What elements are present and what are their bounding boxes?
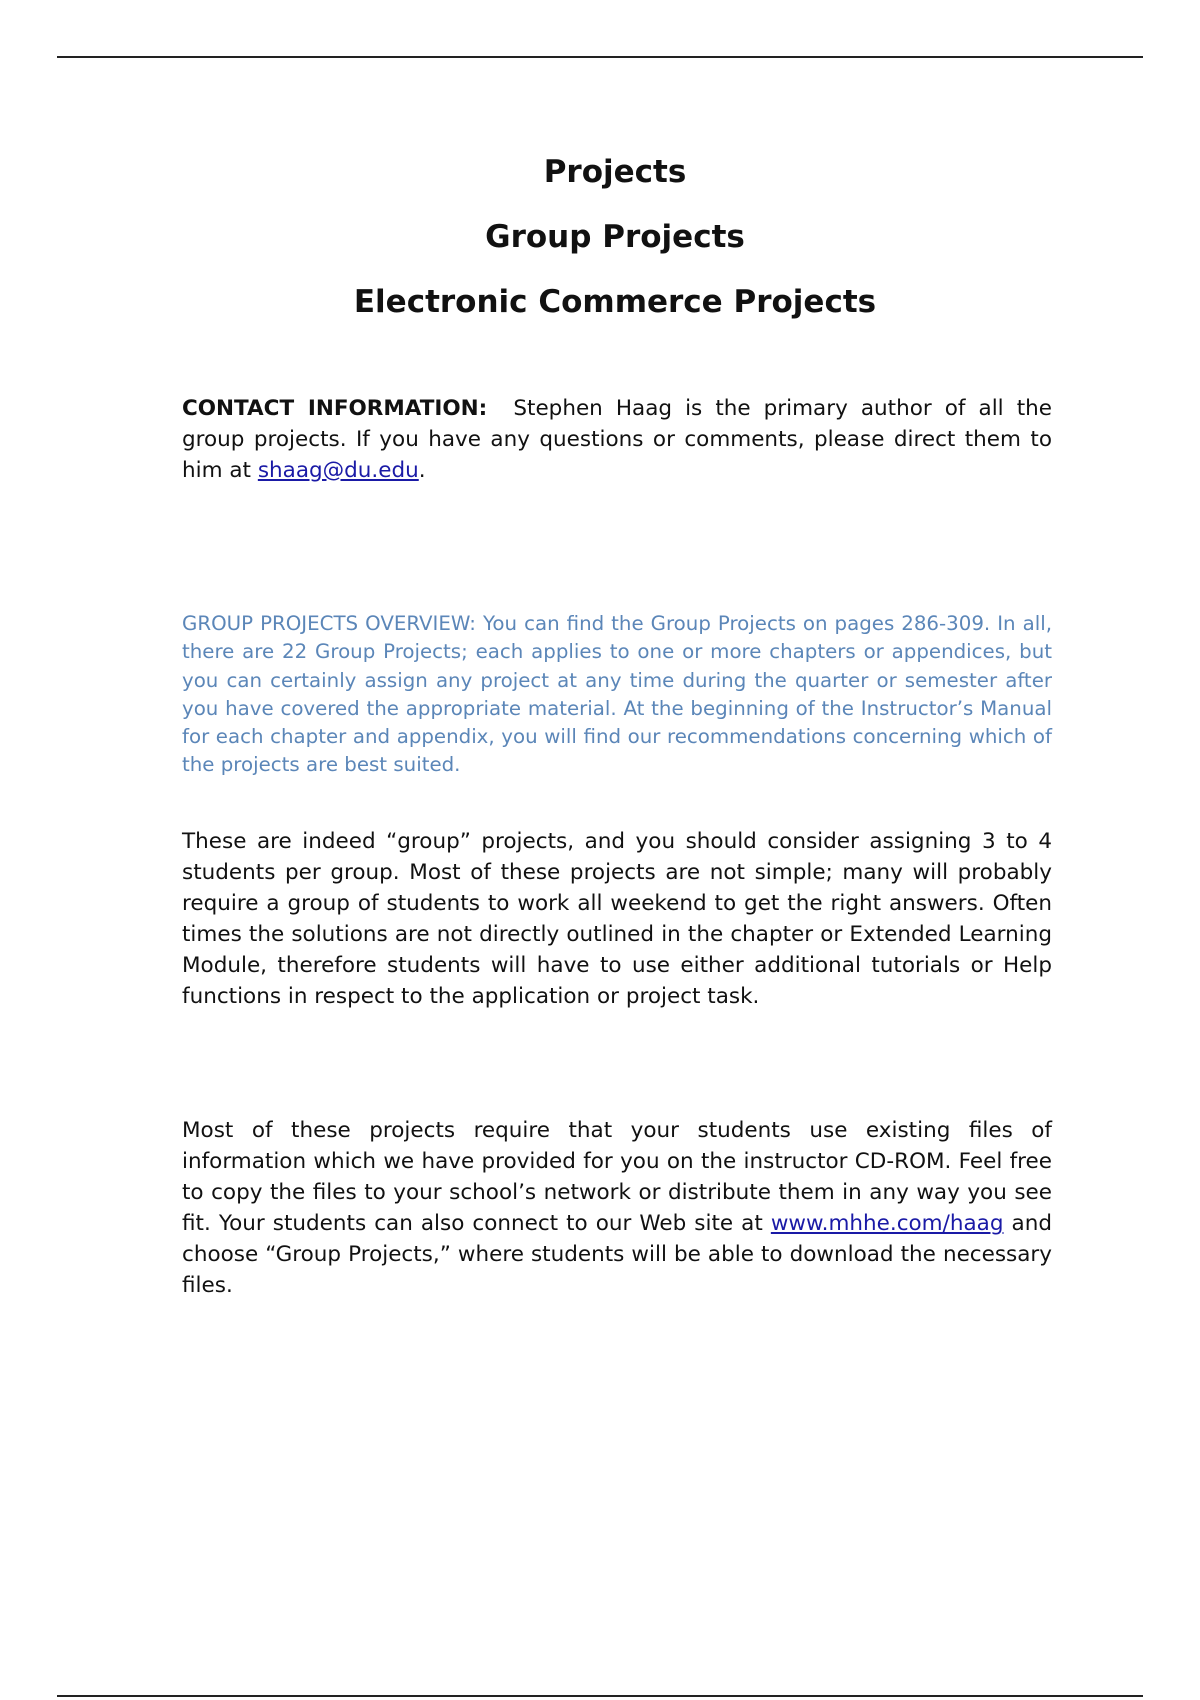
files-paragraph [182,1115,1052,1301]
files-text: Most of these projects require that your students use existing files of information which we have provided for you on the instructor CD-ROM. Feel free to copy the files to your school’s network or distribute them in any way you see fit. Your students can also connect to our Web site at [182,1118,1052,1236]
section-title: Group Projects [485,219,745,255]
email-link[interactable]: shaag@du.edu [257,458,419,483]
website-link[interactable]: www.mhhe.com/haag [770,1211,1004,1236]
page-title: Projects [543,154,687,190]
group-projects-overview-paragraph: GROUP PROJECTS OVERVIEW: You can find the Group Projects on pages 286-309. In all, there are 22 Group Projects; each applies to one or more chapters or appendices, but you can certainly assign any project at any time during the quarter or semester after you have covered the appropriate material. At the beginning of the Instructor’s Manual for each chapter and appendix, you will find our recommendations concerning which of the projects are best suited. [182,612,1052,777]
bottom-rule [57,1695,1143,1697]
files-text-end: and choose “Group Projects,” where students will be able to download the necessary files. [182,1211,1052,1298]
top-rule [57,56,1143,58]
subsection-title: Electronic Commerce Projects [353,284,877,320]
title-block [0,140,1200,335]
contact-information-paragraph [182,393,1052,486]
contact-text-end: . [418,458,426,483]
group-size-paragraph: These are indeed “group” projects, and you should consider assigning 3 to 4 students per group. Most of these projects are not simple; many will probably require a group of students to work all weekend to get the right answers. Often times the solutions are not directly outlined in the chapter or Extended Learning Module, therefore students will have to use either additional tutorials or Help functions in respect to the application or project task. [182,829,1052,1009]
contact-text: Stephen Haag is the primary author of all the group projects. If you have any questions or comments, please direct them to him at [182,396,1052,483]
contact-label: CONTACT INFORMATION: [182,396,488,421]
